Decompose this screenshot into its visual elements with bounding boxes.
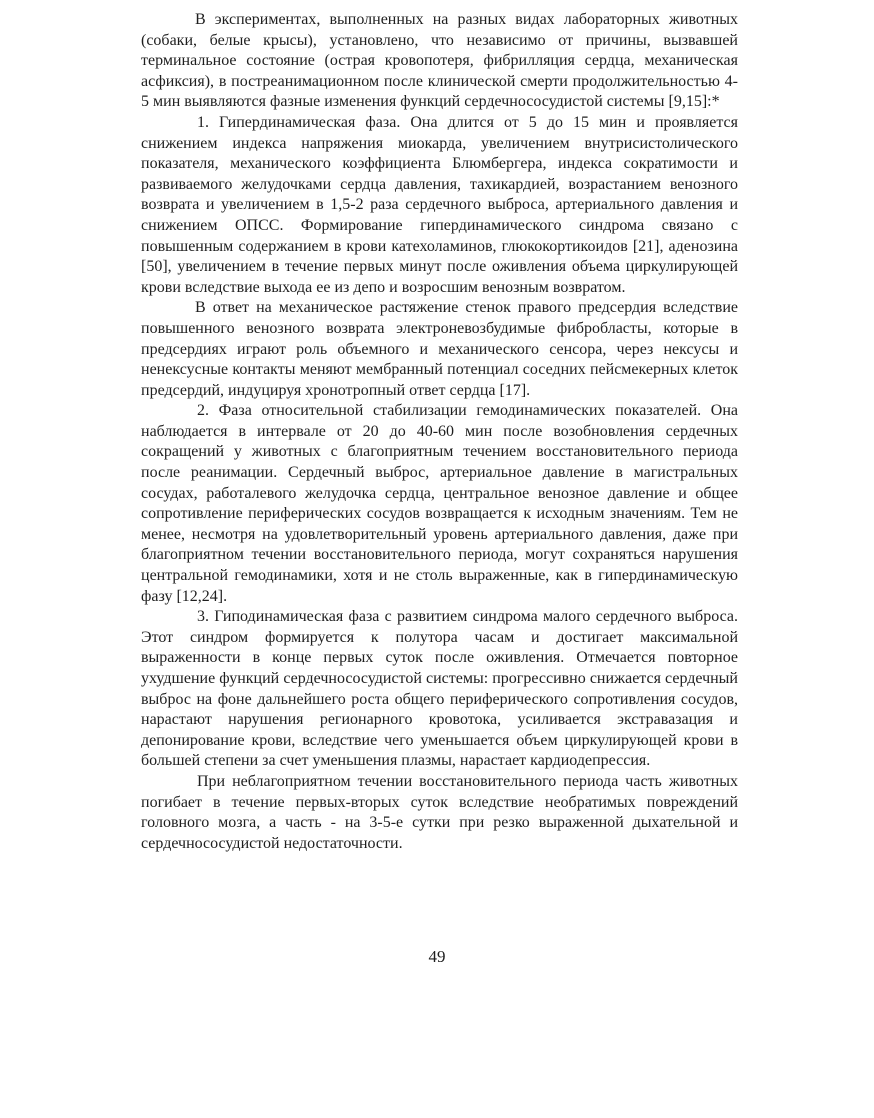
document-page bbox=[141, 10, 738, 854]
paragraph-intro: В экспериментах, выполненных на разных видах лабораторных животных (собаки, белые крысы), установлено, что независимо от причины, вызвавшей терминальное состояние (острая кровопотеря, фибрилляция сердца, механическая асфиксия), в постреанимационном после клинической смерти продолжительностью 4-5 мин выявляются фазные изменения функций сердечнососудистой системы [9,15]:* bbox=[141, 11, 738, 111]
paragraph-phase-1: 1. Гипердинамическая фаза. Она длится от 5 до 15 мин и проявляется снижением индекса напряжения миокарда, увеличением внутрисистолического показателя, механического коэффициента Блюмбергера, индекса сократимости и развиваемого желудочками сердца давления, тахикардией, возрастанием венозного возврата и увеличением в 1,5-2 раза сердечного выброса, артериального давления и снижением ОПСС. Формирование гипердинамического синдрома связано с повышенным содержанием в крови катехоламинов, глюкокортикоидов [21], аденозина [50], увеличением в течение первых минут после оживления объема циркулирующей крови вследствие выхода ее из депо и возросшим венозным возвратом. bbox=[141, 113, 738, 296]
paragraph-phase-3: 3. Гиподинамическая фаза с развитием синдрома малого сердечного выброса. Этот синдром формируется к полутора часам и достигает максимальной выраженности в конце первых суток после оживления. Отмечается повторное ухудшение функций сердечнососудистой системы: прогрессивно снижается сердечный выброс на фоне дальнейшего роста общего периферического сопротивления сосудов, нарастают нарушения регионарного кровотока, усиливается экстравазация и депонирование крови, вследствие чего уменьшается объем циркулирующей крови в большей степени за счет уменьшения плазмы, нарастает кардиодепрессия. bbox=[141, 608, 738, 770]
page-number: 49 bbox=[428, 947, 446, 966]
paragraph-outcome: При неблагоприятном течении восстановительного периода часть животных погибает в течение первых-вторых суток вследствие необратимых повреждений головного мозга, а часть - на 3-5-е сутки при резко выраженной дыхательной и сердечнососудистой недостаточности. bbox=[141, 772, 738, 852]
paragraph-phase-2: 2. Фаза относительной стабилизации гемодинамических показателей. Она наблюдается в интервале от 20 до 40-60 мин после возобновления сердечных сокращений у животных с благоприятным течением восстановительного периода после реанимации. Сердечный выброс, артериальное давление в магистральных сосудах, работалевого желудочка сердца, центральное венозное давление и общее сопротивление периферических сосудов возвращается к исходным значениям. Тем не менее, несмотря на удовлетворительный уровень артериального давления, даже при благоприятном течении восстановительного периода, могут сохраняться нарушения центральной гемодинамики, хотя и не столь выраженные, как в гипердинамическую фазу [12,24]. bbox=[141, 402, 738, 605]
paragraph-atrial-response: В ответ на механическое растяжение стенок правого предсердия вследствие повышенного венозного возврата электроневозбудимые фибробласты, которые в предсердиях играют роль объемного и механического сенсора, через нексусы и ненексусные контакты меняют мембранный потенциал соседних пейсмекерных клеток предсердий, индуцируя хронотропный ответ сердца [17]. bbox=[141, 299, 738, 399]
